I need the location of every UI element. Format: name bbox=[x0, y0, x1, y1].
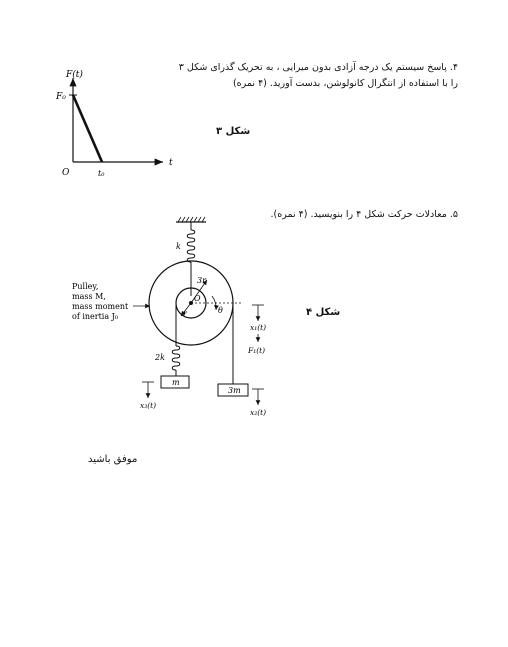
f3-y-label: F(t) bbox=[66, 70, 83, 80]
x3-indicator bbox=[142, 382, 154, 398]
label-k: k bbox=[176, 242, 181, 251]
question-5: ۵. معادلات حرکت شکل ۴ را بنویسید. (۴ نمره). bbox=[270, 209, 458, 220]
question-4-line-2: را با استفاده از انتگرال کانولوشن، بدست آورید. (۴ نمره) bbox=[232, 78, 458, 89]
f3-origin-label: O bbox=[62, 168, 70, 178]
label-2k: 2k bbox=[155, 353, 165, 362]
figure-3-caption: شکل ۳ bbox=[216, 126, 251, 137]
f3-x-label: t bbox=[169, 158, 173, 168]
ceiling-support bbox=[176, 217, 206, 222]
x2-indicator bbox=[252, 389, 264, 405]
label-x1: x₁(t) bbox=[250, 323, 267, 332]
f3-t0-label: t₀ bbox=[98, 169, 105, 178]
spring-k bbox=[187, 222, 195, 296]
label-r: r bbox=[183, 309, 187, 318]
label-3r: 3r bbox=[197, 276, 206, 285]
label-theta: θ bbox=[218, 306, 223, 315]
pulley-label-2: mass M, bbox=[72, 292, 106, 301]
label-x2: x₂(t) bbox=[250, 408, 267, 417]
question-4-line-1: ۴. پاسخ سیستم یک درجه آزادی بدون میرایی ، به تحریک گذرای شکل ۳ bbox=[178, 62, 458, 73]
label-3m: 3m bbox=[228, 386, 241, 395]
f3-peak-label: F₀ bbox=[56, 92, 66, 102]
pulley-label-3: mass moment bbox=[72, 302, 129, 311]
closing-text: موفق باشید bbox=[88, 454, 138, 465]
label-O: O bbox=[194, 294, 201, 303]
spring-2k bbox=[172, 346, 180, 376]
label-m: m bbox=[172, 378, 180, 387]
pulley-label-4: of inertia J₀ bbox=[72, 312, 119, 321]
x1-indicator bbox=[252, 305, 264, 321]
figure-4-caption: شکل ۴ bbox=[306, 307, 341, 318]
pulley-label-1: Pulley, bbox=[72, 282, 99, 291]
label-x3: x₃(t) bbox=[140, 401, 157, 410]
label-F1: F₁(t) bbox=[248, 346, 266, 355]
